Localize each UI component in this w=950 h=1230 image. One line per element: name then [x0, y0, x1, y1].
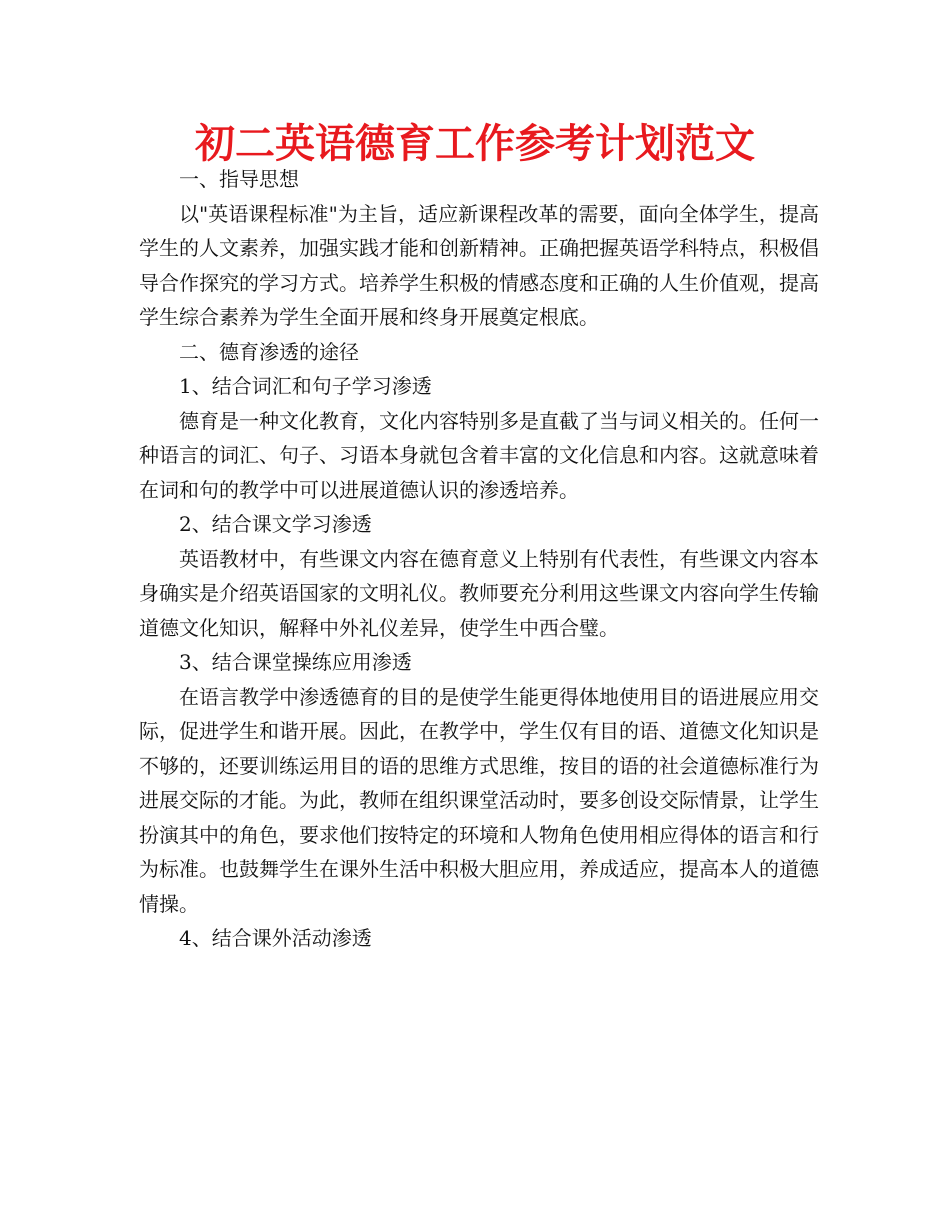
section-heading-guiding-ideology: 一、指导思想: [179, 167, 299, 191]
paragraph-guiding-ideology: 以"英语课程标准"为主旨，适应新课程改革的需要，面向全体学生，提高学生的人文素养，加强实践才能和创新精神。正确把握英语学科特点，积极倡导合作探究的学习方式。培养学生积极的情感态度和正确的人生价值观，提高学生综合素养为学生全面开展和终身开展奠定根底。: [139, 201, 819, 329]
subheading-text-study: 2、结合课文学习渗透: [179, 512, 372, 536]
subheading-vocabulary-sentences: 1、结合词汇和句子学习渗透: [179, 374, 432, 398]
paragraph-classroom-practice: 在语言教学中渗透德育的目的是使学生能更得体地使用目的语进展应用交际，促进学生和谐开展。因此，在教学中，学生仅有目的语、道德文化知识是不够的，还要训练运用目的语的思维方式思维，按目的语的社会道德标准行为进展交际的才能。为此，教师在组织课堂活动时，要多创设交际情景，让学生扮演其中的角色，要求他们按特定的环境和人物角色使用相应得体的语言和行为标准。也鼓舞学生在课外生活中积极大胆应用，养成适应，提高本人的道德情操。: [139, 684, 819, 916]
subheading-classroom-practice: 3、结合课堂操练应用渗透: [179, 650, 412, 674]
document-body: [139, 162, 819, 956]
section-heading-moral-education-paths: 二、德育渗透的途径: [179, 339, 359, 364]
paragraph-vocabulary-sentences: 德育是一种文化教育，文化内容特别多是直截了当与词义相关的。任何一种语言的词汇、句子、习语本身就包含着丰富的文化信息和内容。这就意味着在词和句的教学中可以进展道德认识的渗透培养。: [139, 408, 819, 502]
subheading-extracurricular: 4、结合课外活动渗透: [179, 926, 372, 950]
document-title: 初二英语德育工作参考计划范文: [195, 121, 755, 167]
paragraph-text-study: 英语教材中，有些课文内容在德育意义上特别有代表性，有些课文内容本身确实是介绍英语国家的文明礼仪。教师要充分利用这些课文内容向学生传输道德文化知识，解释中外礼仪差异，使学生中西合璧。: [139, 546, 819, 640]
